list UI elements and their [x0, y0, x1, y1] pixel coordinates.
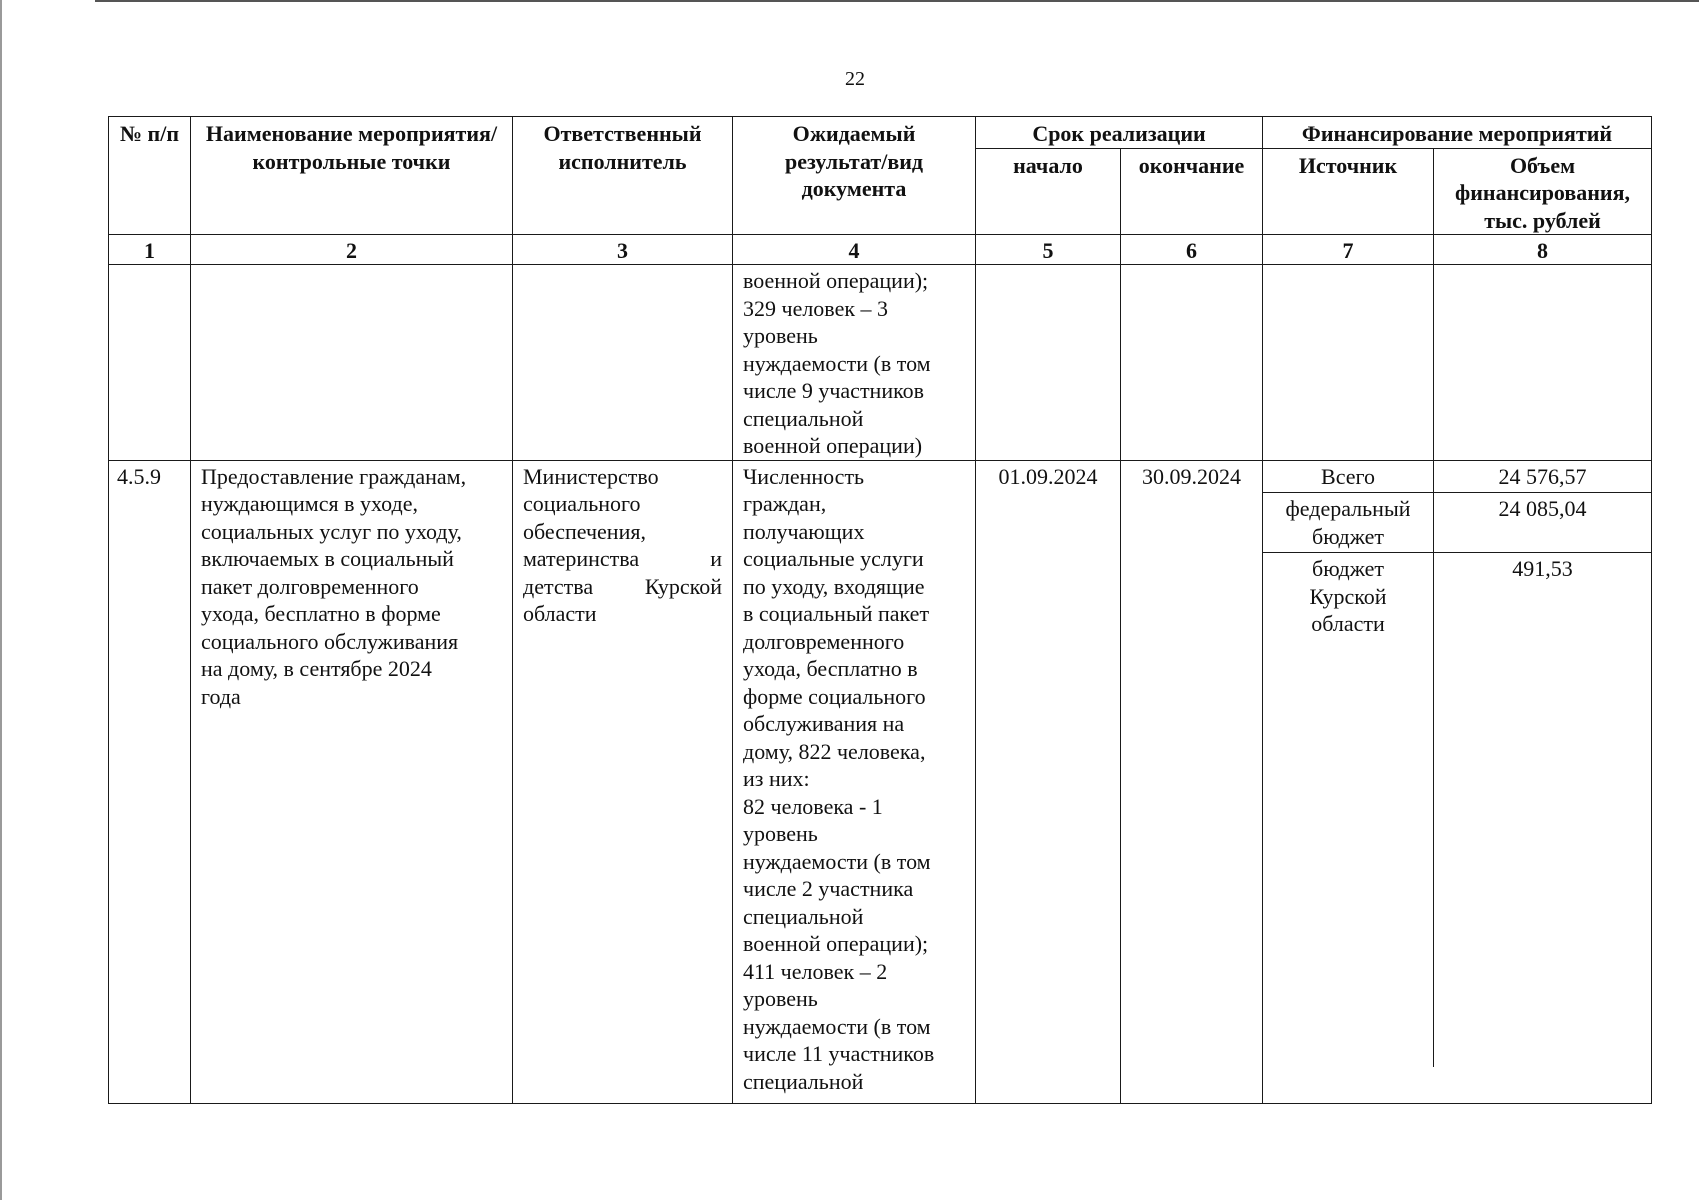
text-line: обслуживания на — [743, 711, 905, 736]
cell-expected-result — [733, 460, 976, 1103]
text-line: пакет долговременного — [201, 573, 419, 599]
cell-executor — [513, 460, 733, 1103]
cell-empty — [513, 265, 733, 461]
text-line: на дому, в сентябре 2024 — [201, 656, 432, 681]
text-line: в социальный пакет — [743, 601, 930, 626]
text-line: военной операции) — [743, 433, 923, 458]
text-line: Численность — [743, 463, 865, 489]
text-line: по уходу, входящие — [743, 573, 925, 599]
header-executor: Ответственный исполнитель — [513, 117, 733, 235]
cell-empty — [1434, 265, 1652, 461]
text-line: дому, 822 человека, — [743, 738, 926, 764]
text-line: специальной — [743, 903, 864, 929]
financing-row-total — [1263, 461, 1651, 494]
text-line: ухода, бесплатно в форме — [201, 601, 441, 626]
header-volume: Объем финансирования, тыс. рублей — [1434, 148, 1652, 235]
financing-amount: 24 085,04 — [1498, 496, 1587, 521]
page-number: 22 — [845, 68, 865, 90]
financing-row-regional — [1263, 553, 1651, 1067]
cell-row-number: 4.5.9 — [109, 460, 191, 1103]
text-line: Предоставление гражданам, — [201, 463, 467, 489]
text-line: военной операции); — [743, 931, 929, 956]
table-row-continued — [109, 265, 1652, 461]
header-source: Источник — [1263, 148, 1434, 235]
text-line: включаемых в социальный — [201, 546, 454, 571]
column-number-6: 6 — [1121, 235, 1263, 265]
text-line: области — [523, 601, 597, 626]
text-line: социальные услуги — [743, 546, 924, 571]
text-line: 329 человек – 3 — [743, 295, 889, 321]
activities-table — [108, 116, 1652, 1104]
text-line: уровень — [743, 821, 818, 846]
header-term-start: начало — [976, 148, 1121, 235]
cell-empty — [976, 265, 1121, 461]
text-line: ухода, бесплатно в — [743, 656, 918, 681]
cell-financing — [1263, 460, 1652, 1103]
text-line: специальной — [743, 1068, 864, 1094]
column-number-3: 3 — [513, 235, 733, 265]
text-line: числе 9 участников — [743, 378, 925, 403]
text-line: граждан, — [743, 491, 827, 516]
financing-row-federal — [1263, 493, 1651, 553]
column-number-2: 2 — [191, 235, 513, 265]
cell-start-date: 01.09.2024 — [976, 460, 1121, 1103]
text-line: уровень — [743, 986, 818, 1011]
top-edge-rule — [95, 0, 1699, 2]
text-line: получающих — [743, 518, 865, 544]
text-line: военной операции); — [743, 268, 929, 293]
header-term: Срок реализации — [976, 117, 1263, 149]
cell-activity-name — [191, 460, 513, 1103]
header-expected-result: Ожидаемый результат/вид документа — [733, 117, 976, 235]
text-line: нуждаемости (в том — [743, 848, 931, 874]
financing-amount: 24 576,57 — [1498, 463, 1587, 489]
text-line: нуждаемости (в том — [743, 350, 931, 376]
header-activity-name: Наименование мероприятия/контрольные точки — [191, 117, 513, 235]
cell-empty — [1121, 265, 1263, 461]
text-line: социального обслуживания — [201, 628, 459, 654]
financing-source: бюджет — [1312, 523, 1385, 549]
text-line: детства Курской — [523, 573, 722, 599]
financing-source: области — [1311, 611, 1385, 636]
column-number-7: 7 — [1263, 235, 1434, 265]
text-line: нуждаемости (в том — [743, 1013, 931, 1039]
column-number-5: 5 — [976, 235, 1121, 265]
cell-empty — [191, 265, 513, 461]
column-number-4: 4 — [733, 235, 976, 265]
table-row-4-5-9 — [109, 460, 1652, 1103]
text-line: форме социального — [743, 683, 926, 709]
financing-source: Курской — [1309, 583, 1387, 609]
text-line: 411 человек – 2 — [743, 958, 888, 984]
column-number-8: 8 — [1434, 235, 1652, 265]
text-line: долговременного — [743, 628, 905, 654]
financing-source: Всего — [1321, 463, 1375, 489]
header-term-end: окончание — [1121, 148, 1263, 235]
text-line: уровень — [743, 323, 818, 348]
text-line: социальных услуг по уходу, — [201, 518, 462, 544]
left-edge-rule — [0, 0, 2, 1200]
header-number: № п/п — [109, 117, 191, 235]
text-line: социального — [523, 491, 641, 516]
cell-empty — [1263, 265, 1434, 461]
text-line: числе 2 участника — [743, 876, 914, 901]
text-line: года — [201, 683, 241, 709]
cell-empty — [109, 265, 191, 461]
text-line: обеспечения, — [523, 518, 646, 544]
financing-source: бюджет — [1312, 556, 1385, 581]
text-line: специальной — [743, 405, 864, 431]
text-line: Министерство — [523, 463, 659, 489]
financing-source: федеральный — [1285, 496, 1411, 521]
financing-amount: 491,53 — [1512, 556, 1573, 581]
column-number-1: 1 — [109, 235, 191, 265]
text-line: нуждающимся в уходе, — [201, 491, 418, 516]
continued-result-text — [743, 267, 965, 460]
cell-continued-result — [733, 265, 976, 461]
cell-end-date: 30.09.2024 — [1121, 460, 1263, 1103]
text-line: числе 11 участников — [743, 1041, 935, 1066]
text-line: материнства и — [523, 546, 722, 571]
header-financing: Финансирование мероприятий — [1263, 117, 1652, 149]
text-line: из них: — [743, 766, 810, 791]
text-line: 82 человека - 1 — [743, 793, 883, 819]
